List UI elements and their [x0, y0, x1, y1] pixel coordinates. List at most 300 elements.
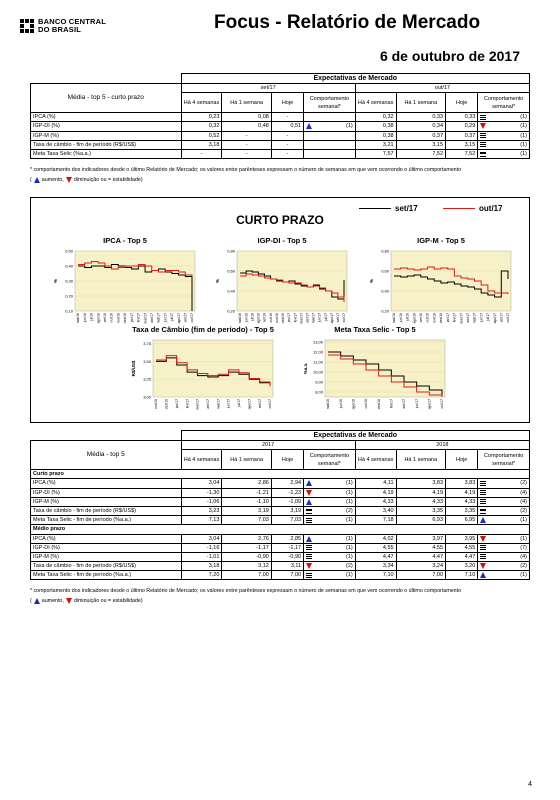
- value-cell: -: [271, 140, 303, 149]
- row-label: IGP-M (%): [31, 497, 182, 506]
- logo-line-2: DO BRASIL: [38, 25, 82, 34]
- x-tick-label: abr/17: [465, 313, 470, 323]
- col-header: Há 4 semanas: [181, 450, 222, 470]
- table-row: [31, 552, 530, 561]
- down-arrow-icon: [66, 598, 72, 604]
- weeks-count: (1): [520, 132, 527, 139]
- row-label: Meta Taxa Selic - fim de período (%a.a.): [31, 516, 182, 525]
- weeks-count: (1): [345, 517, 353, 524]
- y-tick-label: 0,50: [65, 248, 73, 254]
- y-tick-label: 0,20: [227, 308, 235, 314]
- y-tick-label: 0,80: [381, 248, 389, 254]
- row-label: IPCA (%): [31, 534, 182, 543]
- weeks-count: (1): [520, 517, 527, 524]
- x-tick-label: jun/16: [338, 399, 343, 409]
- x-tick-label: mar/17: [195, 399, 200, 410]
- x-tick-label: jan/17: [129, 313, 134, 323]
- x-tick-label: dez/16: [281, 313, 286, 324]
- equal-icon: [480, 490, 486, 495]
- x-tick-label: mai/16: [76, 313, 81, 324]
- value-cell: 4,47: [396, 552, 445, 561]
- table-row: [31, 149, 530, 158]
- legend-series-2: [443, 204, 503, 213]
- value-cell: 4,47: [446, 552, 478, 561]
- group-header: set/17: [181, 84, 355, 93]
- x-tick-label: ago/17: [329, 313, 334, 324]
- col-header: Há 4 semanas: [181, 93, 222, 113]
- value-cell: 3,18: [181, 140, 222, 149]
- trend-cell: [304, 562, 356, 571]
- charts-panel: [30, 197, 530, 423]
- table-row: [31, 131, 530, 140]
- up-arrow-icon: [306, 123, 312, 129]
- value-cell: 3,83: [446, 479, 478, 488]
- x-tick-label: out/16: [109, 313, 114, 323]
- value-cell: -0,90: [222, 552, 271, 561]
- value-cell: 4,47: [355, 552, 396, 561]
- weeks-count: (1): [345, 480, 353, 487]
- value-cell: -: [271, 113, 303, 122]
- chart-title: IPCA - Top 5: [103, 236, 147, 245]
- weeks-count: (1): [345, 553, 353, 560]
- x-tick-label: jun/17: [226, 399, 231, 409]
- table-caption: Expectativas de Mercado: [181, 74, 529, 84]
- group-header: out/17: [355, 84, 529, 93]
- x-tick-label: abr/17: [402, 399, 407, 409]
- weeks-count: (1): [345, 123, 353, 130]
- x-tick-label: jul/17: [170, 313, 175, 322]
- line-chart: [211, 247, 353, 331]
- weeks-count: (2): [345, 563, 353, 570]
- value-cell: 0,32: [181, 122, 222, 131]
- x-tick-label: mai/16: [326, 399, 331, 410]
- trend-cell: [478, 506, 530, 515]
- y-tick-label: 9,00: [315, 379, 323, 385]
- table-row: [31, 562, 530, 571]
- value-cell: 3,23: [181, 506, 222, 515]
- y-axis-label: %: [53, 278, 58, 284]
- value-cell: 3,24: [396, 562, 445, 571]
- col-header: Há 1 semana: [222, 450, 271, 470]
- value-cell: 0,29: [446, 122, 478, 131]
- value-cell: 7,13: [181, 516, 222, 525]
- down-arrow-icon: [480, 123, 486, 129]
- x-tick-label: fev/17: [136, 313, 141, 323]
- empty-icon: [306, 142, 313, 148]
- value-cell: -: [271, 149, 303, 158]
- weeks-count: (1): [345, 535, 353, 542]
- row-header: Média - top 5 - curto prazo: [31, 84, 182, 113]
- value-cell: 7,52: [446, 149, 478, 158]
- value-cell: 0,33: [446, 113, 478, 122]
- y-tick-label: 0,20: [65, 293, 73, 299]
- weeks-count: (1): [345, 489, 353, 496]
- y-tick-label: 8,00: [315, 389, 323, 395]
- equal-icon: [306, 573, 312, 578]
- plot-area: [391, 251, 511, 311]
- chart-title: IGP-M - Top 5: [417, 236, 465, 245]
- value-cell: 0,32: [355, 113, 396, 122]
- equal-icon: [480, 554, 486, 559]
- value-cell: -1,10: [222, 497, 271, 506]
- value-cell: 4,55: [355, 543, 396, 552]
- col-header: Comportamento semanal*: [304, 93, 356, 113]
- value-cell: 7,03: [222, 516, 271, 525]
- y-tick-label: 3,50: [143, 358, 151, 364]
- value-cell: 7,10: [355, 571, 396, 580]
- x-tick-label: ago/17: [492, 313, 497, 324]
- section-title: Médio prazo: [31, 525, 530, 534]
- value-cell: 7,03: [271, 516, 303, 525]
- chart-igp-m: [365, 236, 517, 331]
- trend-cell: [304, 488, 356, 497]
- row-label: IGP-M (%): [31, 552, 182, 561]
- value-cell: -1,16: [181, 543, 222, 552]
- plot-area: [325, 340, 445, 397]
- y-tick-label: 3,00: [143, 394, 151, 400]
- legend-aumento: aumento,: [41, 598, 64, 604]
- weeks-count: (1): [520, 114, 527, 121]
- row-label: Taxa de câmbio - fim de período (R$/US$): [31, 140, 182, 149]
- trend-legend: [30, 177, 143, 183]
- x-tick-label: jun/16: [398, 313, 403, 323]
- equal-icon: [480, 509, 486, 514]
- value-cell: 3,19: [271, 506, 303, 515]
- value-cell: -: [271, 131, 303, 140]
- value-cell: 7,18: [355, 516, 396, 525]
- value-cell: 2,86: [222, 479, 271, 488]
- value-cell: 7,00: [396, 571, 445, 580]
- weeks-count: (1): [345, 572, 353, 579]
- value-cell: -0,90: [271, 552, 303, 561]
- x-tick-label: jul/16: [405, 313, 410, 322]
- down-arrow-icon: [306, 490, 312, 496]
- weeks-count: (7): [520, 544, 527, 551]
- value-cell: 7,20: [181, 571, 222, 580]
- x-tick-label: fev/17: [293, 313, 298, 323]
- value-cell: 3,11: [271, 562, 303, 571]
- value-cell: 4,33: [446, 497, 478, 506]
- section-row: [31, 470, 530, 479]
- trend-cell: [304, 534, 356, 543]
- y-tick-label: 12,00: [312, 349, 323, 355]
- legend-series-1: [359, 204, 418, 213]
- x-tick-label: nov/16: [116, 313, 121, 324]
- equal-icon: [480, 133, 486, 138]
- trend-cell: [304, 552, 356, 561]
- row-label: Taxa de câmbio - fim de período (R$/US$): [31, 506, 182, 515]
- up-arrow-icon: [480, 572, 486, 578]
- legend-swatch-2: [443, 208, 475, 210]
- value-cell: 0,23: [181, 113, 222, 122]
- x-tick-label: out/17: [440, 399, 445, 409]
- value-cell: -1,21: [222, 488, 271, 497]
- col-header: Há 4 semanas: [355, 450, 396, 470]
- value-cell: 3,15: [396, 140, 445, 149]
- line-chart: [127, 336, 279, 417]
- section-title: Curto prazo: [31, 470, 530, 479]
- row-label: Meta Taxa Selic (%a.a.): [31, 149, 182, 158]
- x-tick-label: jun/17: [479, 313, 484, 323]
- x-tick-label: mai/16: [238, 313, 243, 324]
- value-cell: 3,83: [396, 479, 445, 488]
- x-tick-label: jun/17: [317, 313, 322, 323]
- x-tick-label: fev/17: [185, 399, 190, 409]
- col-header: Há 1 semana: [396, 450, 445, 470]
- table-caption: Expectativas de Mercado: [181, 431, 529, 441]
- empty-icon: [306, 133, 313, 139]
- chart-title: Taxa de Câmbio (fim de período) - Top 5: [132, 325, 274, 334]
- value-cell: -1,17: [271, 543, 303, 552]
- value-cell: 0,51: [271, 122, 303, 131]
- trend-cell: [304, 113, 356, 122]
- table-row: [31, 479, 530, 488]
- x-tick-label: out/17: [268, 399, 273, 409]
- y-tick-label: 10,00: [312, 369, 323, 375]
- trend-cell: [304, 149, 356, 158]
- value-cell: 3,35: [396, 506, 445, 515]
- up-arrow-icon: [306, 480, 312, 486]
- col-header: Comportamento semanal*: [304, 450, 356, 470]
- value-cell: -: [222, 140, 271, 149]
- trend-cell: [478, 140, 530, 149]
- weeks-count: (2): [520, 508, 527, 515]
- table-row: [31, 543, 530, 552]
- value-cell: 7,52: [396, 149, 445, 158]
- value-cell: 2,85: [271, 534, 303, 543]
- value-cell: 0,48: [222, 122, 271, 131]
- table-row: [31, 497, 530, 506]
- x-tick-label: jul/16: [89, 313, 94, 322]
- trend-cell: [478, 497, 530, 506]
- x-tick-label: ago/16: [412, 313, 417, 324]
- value-cell: 0,38: [355, 122, 396, 131]
- x-tick-label: dez/16: [439, 313, 444, 324]
- value-cell: 7,57: [355, 149, 396, 158]
- table-row: [31, 534, 530, 543]
- equal-icon: [480, 481, 486, 486]
- y-tick-label: 0,40: [381, 288, 389, 294]
- x-tick-label: set/16: [419, 313, 424, 323]
- x-tick-label: ago/17: [176, 313, 181, 324]
- x-tick-label: out/17: [342, 313, 347, 323]
- weeks-count: (1): [520, 141, 527, 148]
- value-cell: 0,37: [396, 131, 445, 140]
- y-tick-label: 0,40: [65, 263, 73, 269]
- y-tick-label: 0,20: [381, 308, 389, 314]
- table-row: [31, 516, 530, 525]
- x-tick-label: jan/17: [287, 313, 292, 323]
- value-cell: 3,35: [446, 506, 478, 515]
- x-tick-label: out/17: [190, 313, 195, 323]
- value-cell: 6,93: [396, 516, 445, 525]
- x-tick-label: set/16: [262, 313, 267, 323]
- trend-cell: [478, 113, 530, 122]
- value-cell: 3,40: [355, 506, 396, 515]
- weeks-count: (4): [520, 489, 527, 496]
- value-cell: -1,06: [181, 497, 222, 506]
- value-cell: 4,02: [355, 534, 396, 543]
- col-header: Há 4 semanas: [355, 93, 396, 113]
- down-arrow-icon: [66, 177, 72, 183]
- value-cell: 0,37: [446, 131, 478, 140]
- table-row: [31, 571, 530, 580]
- value-cell: -1,17: [222, 543, 271, 552]
- col-header: Hoje: [446, 93, 478, 113]
- row-label: IGP-DI (%): [31, 543, 182, 552]
- row-label: IGP-M (%): [31, 131, 182, 140]
- trend-legend: [30, 598, 143, 604]
- legend-label-2: out/17: [479, 204, 503, 213]
- value-cell: 3,04: [181, 479, 222, 488]
- y-tick-label: 11,00: [313, 359, 323, 365]
- group-header: 2017: [181, 441, 355, 450]
- value-cell: 3,97: [396, 534, 445, 543]
- x-tick-label: out/16: [268, 313, 273, 323]
- equal-icon: [480, 499, 486, 504]
- bcb-logo: [20, 18, 106, 34]
- panel-caption: CURTO PRAZO: [236, 213, 324, 227]
- value-cell: 2,94: [271, 479, 303, 488]
- x-tick-label: nov/16: [432, 313, 437, 324]
- x-tick-label: fev/17: [389, 399, 394, 409]
- x-tick-label: jan/17: [174, 399, 179, 409]
- weeks-count: (1): [345, 498, 353, 505]
- x-tick-label: jun/16: [82, 313, 87, 323]
- value-cell: 0,34: [396, 122, 445, 131]
- line-chart: [299, 336, 451, 417]
- value-cell: -1,23: [271, 488, 303, 497]
- value-cell: -: [222, 149, 271, 158]
- value-cell: 4,55: [396, 543, 445, 552]
- down-arrow-icon: [480, 563, 486, 569]
- value-cell: -1,09: [271, 497, 303, 506]
- equal-icon: [480, 152, 486, 157]
- x-tick-label: jul/17: [486, 313, 491, 322]
- value-cell: 7,10: [446, 571, 478, 580]
- trend-cell: [478, 552, 530, 561]
- row-label: Taxa de câmbio - fim de período (R$/US$): [31, 562, 182, 571]
- up-arrow-icon: [34, 177, 40, 183]
- y-tick-label: 3,25: [143, 376, 151, 382]
- y-axis-label: %: [369, 278, 374, 284]
- y-tick-label: 0,60: [381, 268, 389, 274]
- value-cell: 4,19: [396, 488, 445, 497]
- up-arrow-icon: [480, 517, 486, 523]
- x-tick-label: jun/17: [414, 399, 419, 409]
- legend-label-1: set/17: [395, 204, 418, 213]
- value-cell: 3,34: [355, 562, 396, 571]
- value-cell: 7,00: [222, 571, 271, 580]
- col-header: Hoje: [271, 93, 303, 113]
- value-cell: 7,00: [271, 571, 303, 580]
- value-cell: 3,04: [181, 534, 222, 543]
- col-header: Há 1 semana: [222, 93, 271, 113]
- value-cell: 4,55: [446, 543, 478, 552]
- page-title: Focus - Relatório de Mercado: [214, 12, 481, 33]
- x-tick-label: jul/17: [323, 313, 328, 322]
- equal-icon: [480, 545, 486, 550]
- x-tick-label: abr/17: [305, 313, 310, 323]
- x-tick-label: out/16: [425, 313, 430, 323]
- x-tick-label: jul/17: [237, 399, 242, 408]
- weeks-count: (4): [520, 553, 527, 560]
- x-tick-label: jun/17: [163, 313, 168, 323]
- weeks-count: (1): [520, 535, 527, 542]
- table-row: [31, 506, 530, 515]
- value-cell: 0,08: [222, 113, 271, 122]
- trend-cell: [478, 516, 530, 525]
- value-cell: -1,01: [181, 552, 222, 561]
- weeks-count: (1): [520, 572, 527, 579]
- expectations-table-annual: [30, 430, 530, 580]
- empty-icon: [306, 151, 313, 157]
- trend-cell: [304, 543, 356, 552]
- x-tick-label: dez/16: [123, 313, 128, 324]
- x-tick-label: fev/17: [452, 313, 457, 323]
- chart-cambio: [127, 325, 279, 417]
- weeks-count: (4): [520, 498, 527, 505]
- x-tick-label: mar/17: [459, 313, 464, 324]
- x-tick-label: jan/17: [445, 313, 450, 323]
- chart-ipca: [49, 236, 201, 331]
- col-header: Há 1 semana: [396, 93, 445, 113]
- group-header: 2018: [355, 441, 529, 450]
- value-cell: 4,33: [355, 497, 396, 506]
- x-tick-label: ago/17: [247, 399, 252, 410]
- table-row: [31, 113, 530, 122]
- legend-rest: diminuição ou = estabilidade): [73, 177, 143, 183]
- value-cell: 3,15: [446, 140, 478, 149]
- x-tick-label: ago/17: [427, 399, 432, 410]
- col-header: Comportamento semanal*: [478, 450, 530, 470]
- x-tick-label: ago/16: [256, 313, 261, 324]
- x-tick-label: set/17: [257, 399, 262, 409]
- value-cell: 3,95: [446, 534, 478, 543]
- x-tick-label: nov/16: [154, 399, 159, 410]
- equal-icon: [306, 545, 312, 550]
- y-tick-label: 13,00: [312, 339, 323, 345]
- row-label: IGP-DI (%): [31, 488, 182, 497]
- trend-cell: [478, 131, 530, 140]
- table-row: [31, 488, 530, 497]
- legend-open: (: [30, 177, 32, 183]
- y-tick-label: 0,10: [65, 308, 73, 314]
- legend-rest: diminuição ou = estabilidade): [73, 598, 143, 604]
- trend-cell: [478, 534, 530, 543]
- legend-aumento: aumento,: [41, 177, 64, 183]
- col-header: Hoje: [446, 450, 478, 470]
- down-arrow-icon: [480, 536, 486, 542]
- line-chart: [365, 247, 517, 331]
- trend-cell: [304, 140, 356, 149]
- bcb-logo-icon: [20, 19, 34, 33]
- value-cell: 4,19: [355, 488, 396, 497]
- footnote: * comportamento dos indicadores desde o último Relatório de Mercado; os valores entre parênteses expressam o número de semanas em que vem ocorrendo o último comportamento: [30, 167, 462, 173]
- logo-line-1: BANCO CENTRAL: [38, 17, 107, 26]
- line-chart: [49, 247, 201, 331]
- weeks-count: (1): [520, 151, 527, 158]
- y-axis-label: R$/US$: [131, 360, 136, 377]
- x-tick-label: dez/16: [164, 399, 169, 410]
- x-tick-label: jul/16: [250, 313, 255, 322]
- row-label: IGP-DI (%): [31, 122, 182, 131]
- col-header: Comportamento semanal*: [478, 93, 530, 113]
- empty-icon: [306, 114, 313, 120]
- trend-cell: [478, 571, 530, 580]
- value-cell: 4,33: [396, 497, 445, 506]
- trend-cell: [304, 571, 356, 580]
